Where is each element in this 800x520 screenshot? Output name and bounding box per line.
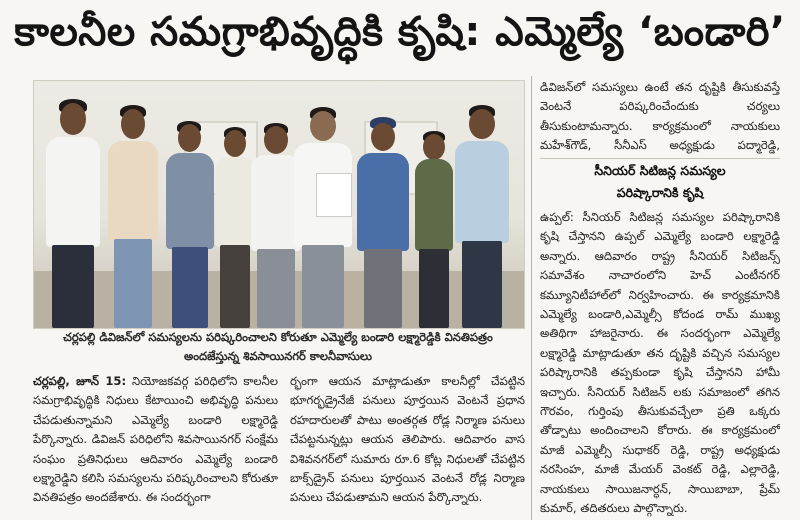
photo-caption <box>33 328 523 368</box>
sub-headline <box>540 160 780 206</box>
article-body-text: ర్భంగా ఆయన మాట్లాడుతూ కాలనీల్లో చేపట్టిన భూగర్భడ్రైనేజీ పనులు పూర్తయిన వెంటనే ప్రధాన రహదారులతో పాటు అంతర్గత రోడ్ల నిర్మాణ పనులు చేపట్టనున్నట్లు ఆయన తెలిపారు. ఆదివారం వాస విశివనగర్‌లో సుమారు రూ.6 కోట్ల నిధులతో చేపట్టిన బాక్స్‌డ్రైన్ పనులు పూర్తయిన వెంటనే రోడ్ల నిర్మాణ పనులు చేపడుతామని ఆయన పేర్కొన్నారు. <box>290 374 525 505</box>
dateline: చర్లపల్లి, జూన్ 15: <box>33 374 127 388</box>
memorandum-paper <box>316 173 352 217</box>
caption-line-2: అందజేస్తున్న శివసాయినగర్ కాలనీవాసులు <box>184 349 372 363</box>
article-column-right <box>540 208 780 520</box>
article-column-right-top <box>540 78 780 156</box>
headline: కాలనీల సమగ్రాభివృద్ధికి కృషి: ఎమ్మెల్యే ‘బండారి’ <box>14 9 786 55</box>
article-body-text: ఉప్పల్: సీనియర్ సిటిజన్ల సమస్యల పరిష్కారానికి కృషి చేస్తానని ఉప్పల్ ఎమ్మెల్యే బండారి లక్ష్మారెడ్డి అన్నారు. ఆదివారం రాష్ట్ర సీనియర్ సిటిజన్స్ సమావేశం నాచారంలోని హెచ్ ఎంటీనగర్ కమ్యూనిటీహాల్‌లో నిర్వహించారు. ఈ కార్యక్రమానికి ఎమ్మెల్యే బండారి,ఎమ్మెల్సీ కోదండ రామ్ ముఖ్య అతిథిగా హాజరైనారు. ఈ సందర్భంగా ఎమ్మెల్యే లక్ష్మారెడ్డి మాట్లాడుతూ తన దృష్టికి వచ్చిన సమస్యల పరిష్కారానికి తప్పకుండా కృషి చేస్తానని హామీ ఇచ్చారు. సీనియర్ సిటిజన్ లకు సమాజంలో తగిన గౌరవం, గుర్తింపు తీసుకువచ్చేలా ప్రతి ఒక్కరు తోడ్పాటు అందించాలని కోరారు. ఈ కార్యక్రమంలో మాజీ ఎమ్మెల్సీ సుధాకర్ రెడ్డి, రాష్ట్ర అధ్యక్షుడు నరసింహ, మాజీ మేయర్ వెంకట్ రెడ్డి, ఎల్లారెడ్డి, నాయకులు సాయిజనార్ధన్, సాయిబాబా, ప్రేమ్ కుమార్, తదితరులు పాల్గొన్నారు. <box>540 210 780 516</box>
sub-headline-line-2: పరిష్కారానికి కృషి <box>616 185 704 200</box>
person-figure <box>352 117 414 328</box>
person-figure <box>162 119 218 328</box>
section-divider <box>540 158 780 159</box>
column-divider <box>531 76 532 520</box>
person-figure <box>42 93 102 328</box>
caption-line-1: చర్లపల్లి డివిజన్‌లో సమస్యలను పరిష్కరించాలని కోరుతూ ఎమ్మెల్యే బండారి లక్ష్మారెడ్డికి వినతిపత్రం <box>63 330 493 344</box>
article-body-text: నియోజకవర్గ పరిధిలోని కాలనీల సమగ్రాభివృద్ధికి నిధులు కేటాయించి అభివృద్ధి పనులు చేపడుతున్నామని ఎమ్మెల్యే బండారి లక్ష్మారెడ్డి పేర్కొన్నారు. డివిజన్ పరిధిలోని శివసాయినగర్ సంక్షేమ సంఘం ప్రతినిధులు ఆదివారం ఎమ్మెల్యే బండారి లక్ష్మారెడ్డిని కలిసి సమస్యలను పరిష్కరించాలని కోరుతూ వినతిపత్రం అందజేశారు. ఈ సందర్భంగా <box>33 374 278 505</box>
person-figure <box>104 103 162 328</box>
article-column-middle <box>290 372 525 520</box>
article-body-text: డివిజన్‌లో సమస్యలు ఉంటే తన దృష్టికి తీసుకువస్తే వెంటనే పరిష్కరించేందుకు చర్యలు తీసుకుంటామన్నారు. కార్యక్రమంలో నాయకులు మహేశ్‌గౌడ్, సీనీఎస్ అధ్యక్షుడు పద్మారెడ్డి, <box>540 80 780 153</box>
news-photo <box>33 80 525 329</box>
person-figure <box>450 103 514 328</box>
article-column-left <box>33 372 278 520</box>
sub-headline-line-1: సీనియర్ సిటిజన్ల సమస్యల <box>594 163 726 178</box>
